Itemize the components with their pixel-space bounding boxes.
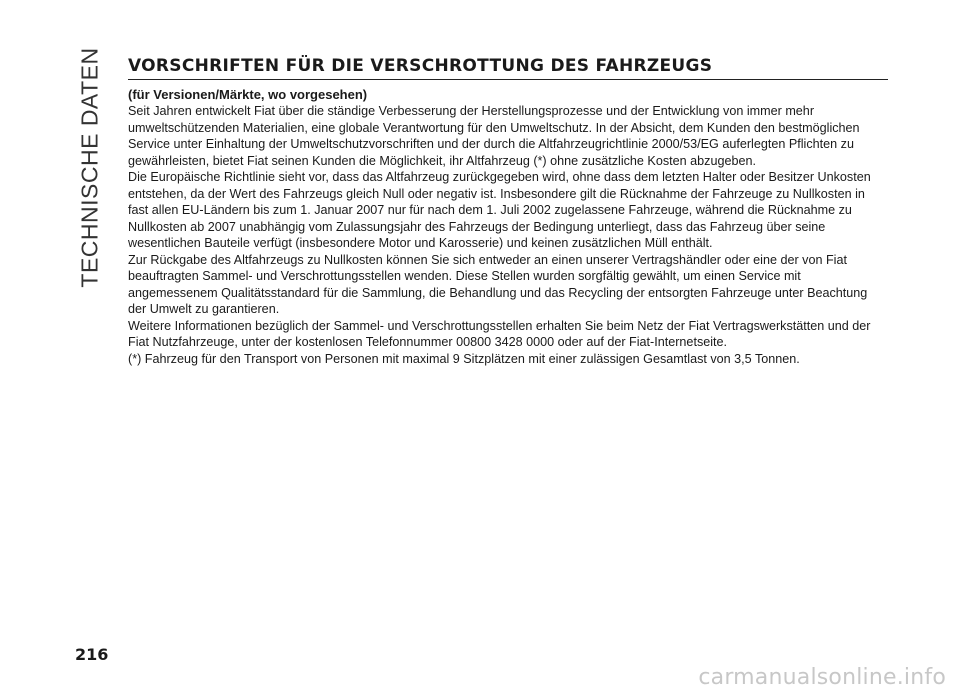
paragraph-further-info: Weitere Informationen bezüglich der Sammel- und Verschrottungsstellen erhalten Sie beim Netz der Fiat Vertragswerkstätten und der Fiat Nutzfahrzeuge, unter der kostenlosen Telefonnummer 00800 3428 0000 oder auf der Fiat-Internetseite. (128, 318, 871, 349)
paragraph-footnote: (*) Fahrzeug für den Transport von Personen mit maximal 9 Sitzplätzen mit einer zulässigen Gesamtlast von 3,5 Tonnen. (128, 351, 800, 366)
subtitle: (für Versionen/Märkte, wo vorgesehen) (128, 87, 368, 102)
paragraph-directive: Die Europäische Richtlinie sieht vor, dass das Altfahrzeug zurückgegeben wird, ohne dass dem letzten Halter oder Besitzer Unkosten entstehen, da der Wert des Fahrzeugs gleich Null oder negativ ist. Insbesondere gilt die Rücknahme der Fahrzeuge zu Nullkosten in fast allen EU-Ländern bis zum 1. Januar 2007 nur für nach dem 1. Juli 2002 zugelassene Fahrzeuge, während die Rücknahme zu Nullkosten ab 2007 unabhängig vom Zulassungsjahr des Fahrzeugs der Bedingung unterliegt, dass das Fahrzeug über seine wesentlichen Bauteile verfügt (insbesondere Motor und Karosserie) und keinen zusätzlichen Müll enthält. (128, 170, 871, 250)
main-content (128, 56, 888, 367)
chapter-side-label-text: TECHNISCHE DATEN (76, 46, 103, 288)
section-title: VORSCHRIFTEN FÜR DIE VERSCHROTTUNG DES FAHRZEUGS (128, 56, 888, 80)
watermark: carmanualsonline.info (698, 665, 946, 690)
page-number: 216 (75, 645, 109, 664)
paragraph-intro: Seit Jahren entwickelt Fiat über die ständige Verbesserung der Herstellungsprozesse und der Entwicklung von immer mehr umweltschützenden Materialien, eine globale Verantwortung für den Umweltschutz. In der Absicht, dem Kunden den bestmöglichen Service unter Einhaltung der Umweltschutzvorschriften und der durch die Altfahrzeugrichtlinie 2000/53/EG auferlegten Pflichten zu gewährleisten, bietet Fiat seinen Kunden die Möglichkeit, ihr Altfahrzeug (*) ohne zusätzliche Kosten abzugeben. (128, 104, 860, 168)
chapter-side-label (70, 46, 110, 288)
paragraph-return: Zur Rückgabe des Altfahrzeugs zu Nullkosten können Sie sich entweder an einen unserer Vertragshändler oder eine der von Fiat beauftragten Sammel- und Verschrottungsstellen wenden. Diese Stellen wurden sorgfältig gewählt, um einen Service mit angemessenem Qualitätsstandard für die Sammlung, die Behandlung und das Recycling der entsorgten Fahrzeuge unter Beachtung der Umwelt zu garantieren. (128, 252, 868, 316)
